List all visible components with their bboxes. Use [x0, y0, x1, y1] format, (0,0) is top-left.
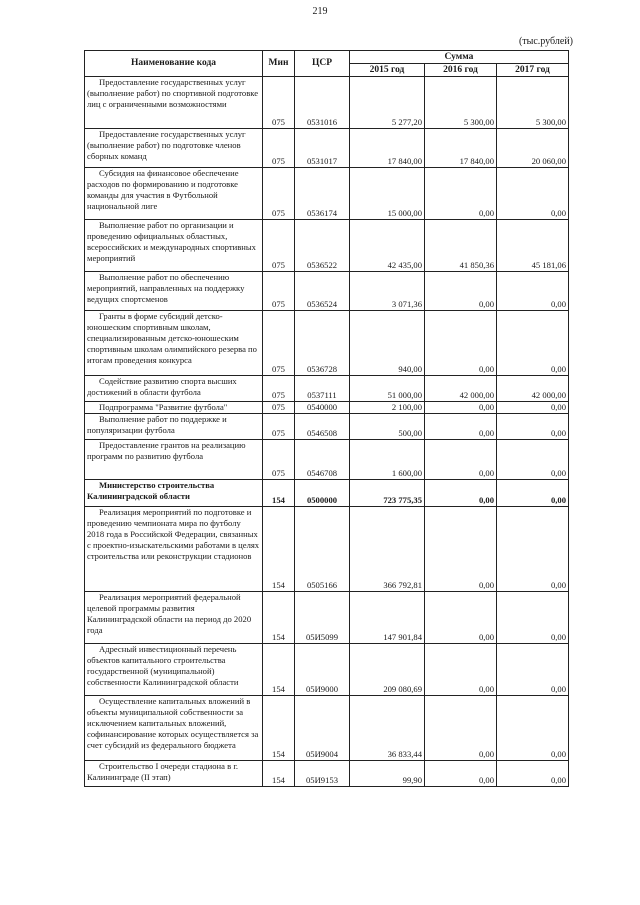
header-csr: ЦСР — [295, 51, 350, 77]
table-row — [85, 696, 569, 761]
row-csr-code: 05И9004 — [295, 696, 350, 761]
row-csr-code: 0546508 — [295, 414, 350, 440]
row-ministry-code: 154 — [263, 507, 295, 592]
row-amount-2015: 51 000,00 — [350, 376, 425, 402]
row-csr-code: 0546708 — [295, 440, 350, 480]
row-ministry-code: 154 — [263, 592, 295, 644]
table-row — [85, 592, 569, 644]
table-row — [85, 220, 569, 272]
row-csr-code: 0536174 — [295, 168, 350, 220]
row-amount-2017: 0,00 — [497, 696, 569, 761]
header-sum: Сумма — [350, 51, 569, 64]
table-row — [85, 129, 569, 168]
row-name: Выполнение работ по поддержке и популяризации футбола — [85, 414, 263, 440]
row-csr-code: 0536522 — [295, 220, 350, 272]
row-name: Осуществление капитальных вложений в объекты муниципальной собственности за исключением капитальных вложений, софинансирование которых осуществляется за счет субсидий из федерального бюджета — [85, 696, 263, 761]
row-amount-2016: 0,00 — [425, 592, 497, 644]
row-amount-2016: 0,00 — [425, 440, 497, 480]
row-csr-code: 0500000 — [295, 480, 350, 507]
row-csr-code: 0536728 — [295, 311, 350, 376]
row-amount-2017: 0,00 — [497, 480, 569, 507]
row-amount-2017: 42 000,00 — [497, 376, 569, 402]
budget-table — [84, 50, 569, 787]
row-csr-code: 0536524 — [295, 272, 350, 311]
row-amount-2016: 0,00 — [425, 414, 497, 440]
row-amount-2016: 0,00 — [425, 507, 497, 592]
row-ministry-code: 075 — [263, 272, 295, 311]
row-ministry-code: 075 — [263, 376, 295, 402]
row-amount-2015: 209 080,69 — [350, 644, 425, 696]
row-name: Строительство I очереди стадиона в г. Калининграде (II этап) — [85, 761, 263, 787]
header-2015: 2015 год — [350, 64, 425, 77]
row-ministry-code: 075 — [263, 311, 295, 376]
row-amount-2017: 0,00 — [497, 414, 569, 440]
row-ministry-code: 075 — [263, 414, 295, 440]
row-amount-2017: 45 181,06 — [497, 220, 569, 272]
row-amount-2017: 0,00 — [497, 507, 569, 592]
header-2016: 2016 год — [425, 64, 497, 77]
row-csr-code: 0531016 — [295, 77, 350, 129]
header-min: Мин — [263, 51, 295, 77]
row-amount-2015: 3 071,36 — [350, 272, 425, 311]
row-amount-2017: 0,00 — [497, 644, 569, 696]
header-name: Наименование кода — [85, 51, 263, 77]
row-amount-2015: 940,00 — [350, 311, 425, 376]
row-amount-2015: 366 792,81 — [350, 507, 425, 592]
row-amount-2015: 147 901,84 — [350, 592, 425, 644]
row-amount-2017: 5 300,00 — [497, 77, 569, 129]
table-row — [85, 507, 569, 592]
table-row — [85, 761, 569, 787]
row-name: Гранты в форме субсидий детско-юношеским спортивным школам, специализированным детско-юношеским спортивным школам олимпийского резерва по итогам проведения конкурса — [85, 311, 263, 376]
row-amount-2017: 0,00 — [497, 761, 569, 787]
row-name: Адресный инвестиционный перечень объектов капитального строительства государственной (муниципальной) собственности Калининградской области — [85, 644, 263, 696]
row-amount-2015: 15 000,00 — [350, 168, 425, 220]
row-csr-code: 05И9153 — [295, 761, 350, 787]
row-amount-2016: 0,00 — [425, 696, 497, 761]
row-name: Выполнение работ по организации и проведению официальных областных, всероссийских и международных спортивных мероприятий — [85, 220, 263, 272]
row-name: Содействие развитию спорта высших достижений в области футбола — [85, 376, 263, 402]
row-amount-2016: 0,00 — [425, 644, 497, 696]
row-name: Подпрограмма "Развитие футбола" — [85, 402, 263, 414]
row-amount-2015: 723 775,35 — [350, 480, 425, 507]
row-ministry-code: 075 — [263, 168, 295, 220]
row-amount-2016: 0,00 — [425, 168, 497, 220]
table-row — [85, 376, 569, 402]
row-amount-2016: 0,00 — [425, 272, 497, 311]
table-row — [85, 480, 569, 507]
row-amount-2017: 0,00 — [497, 440, 569, 480]
row-name: Субсидия на финансовое обеспечение расходов по формированию и подготовке команды для участия в Футбольной национальной лиге — [85, 168, 263, 220]
row-name: Предоставление государственных услуг (выполнение работ) по спортивной подготовке лиц с ограниченными возможностями — [85, 77, 263, 129]
table-row — [85, 311, 569, 376]
row-csr-code: 0537111 — [295, 376, 350, 402]
row-ministry-code: 154 — [263, 480, 295, 507]
row-name: Предоставление грантов на реализацию программ по развитию футбола — [85, 440, 263, 480]
row-amount-2017: 20 060,00 — [497, 129, 569, 168]
table-row — [85, 77, 569, 129]
table-row — [85, 168, 569, 220]
row-amount-2016: 17 840,00 — [425, 129, 497, 168]
row-csr-code: 05И5099 — [295, 592, 350, 644]
units-label: (тыс.рублей) — [518, 36, 573, 47]
row-name: Реализация мероприятий по подготовке и проведению чемпионата мира по футболу 2018 года в Российской Федерации, связанных с проектно-изыскательскими работами в целях строительства или реконструкции стадионов — [85, 507, 263, 592]
row-ministry-code: 075 — [263, 77, 295, 129]
row-amount-2017: 0,00 — [497, 592, 569, 644]
row-csr-code: 0540000 — [295, 402, 350, 414]
row-csr-code: 0505166 — [295, 507, 350, 592]
row-amount-2015: 36 833,44 — [350, 696, 425, 761]
row-amount-2016: 42 000,00 — [425, 376, 497, 402]
row-amount-2017: 0,00 — [497, 402, 569, 414]
row-amount-2015: 500,00 — [350, 414, 425, 440]
row-amount-2016: 5 300,00 — [425, 77, 497, 129]
row-amount-2015: 2 100,00 — [350, 402, 425, 414]
row-csr-code: 05И9000 — [295, 644, 350, 696]
row-ministry-code: 075 — [263, 220, 295, 272]
table-row — [85, 414, 569, 440]
row-amount-2016: 0,00 — [425, 761, 497, 787]
row-amount-2016: 41 850,36 — [425, 220, 497, 272]
table-row — [85, 272, 569, 311]
table-row — [85, 402, 569, 414]
row-ministry-code: 075 — [263, 129, 295, 168]
row-name: Реализация мероприятий федеральной целевой программы развития Калининградской области на период до 2020 года — [85, 592, 263, 644]
row-amount-2015: 99,90 — [350, 761, 425, 787]
row-ministry-code: 154 — [263, 761, 295, 787]
row-amount-2016: 0,00 — [425, 311, 497, 376]
row-ministry-code: 075 — [263, 402, 295, 414]
row-amount-2015: 42 435,00 — [350, 220, 425, 272]
header-2017: 2017 год — [497, 64, 569, 77]
row-ministry-code: 154 — [263, 696, 295, 761]
row-ministry-code: 075 — [263, 440, 295, 480]
row-ministry-code: 154 — [263, 644, 295, 696]
row-amount-2017: 0,00 — [497, 311, 569, 376]
table-row — [85, 644, 569, 696]
row-csr-code: 0531017 — [295, 129, 350, 168]
row-amount-2015: 17 840,00 — [350, 129, 425, 168]
row-amount-2015: 5 277,20 — [350, 77, 425, 129]
row-amount-2015: 1 600,00 — [350, 440, 425, 480]
row-amount-2016: 0,00 — [425, 480, 497, 507]
table-row — [85, 440, 569, 480]
row-name: Выполнение работ по обеспечению мероприятий, направленных на поддержку ведущих спортсменов — [85, 272, 263, 311]
row-name: Предоставление государственных услуг (выполнение работ) по подготовке членов сборных команд — [85, 129, 263, 168]
row-name: Министерство строительства Калининградской области — [85, 480, 263, 507]
row-amount-2017: 0,00 — [497, 272, 569, 311]
row-amount-2017: 0,00 — [497, 168, 569, 220]
row-amount-2016: 0,00 — [425, 402, 497, 414]
page-number: 219 — [312, 6, 328, 17]
